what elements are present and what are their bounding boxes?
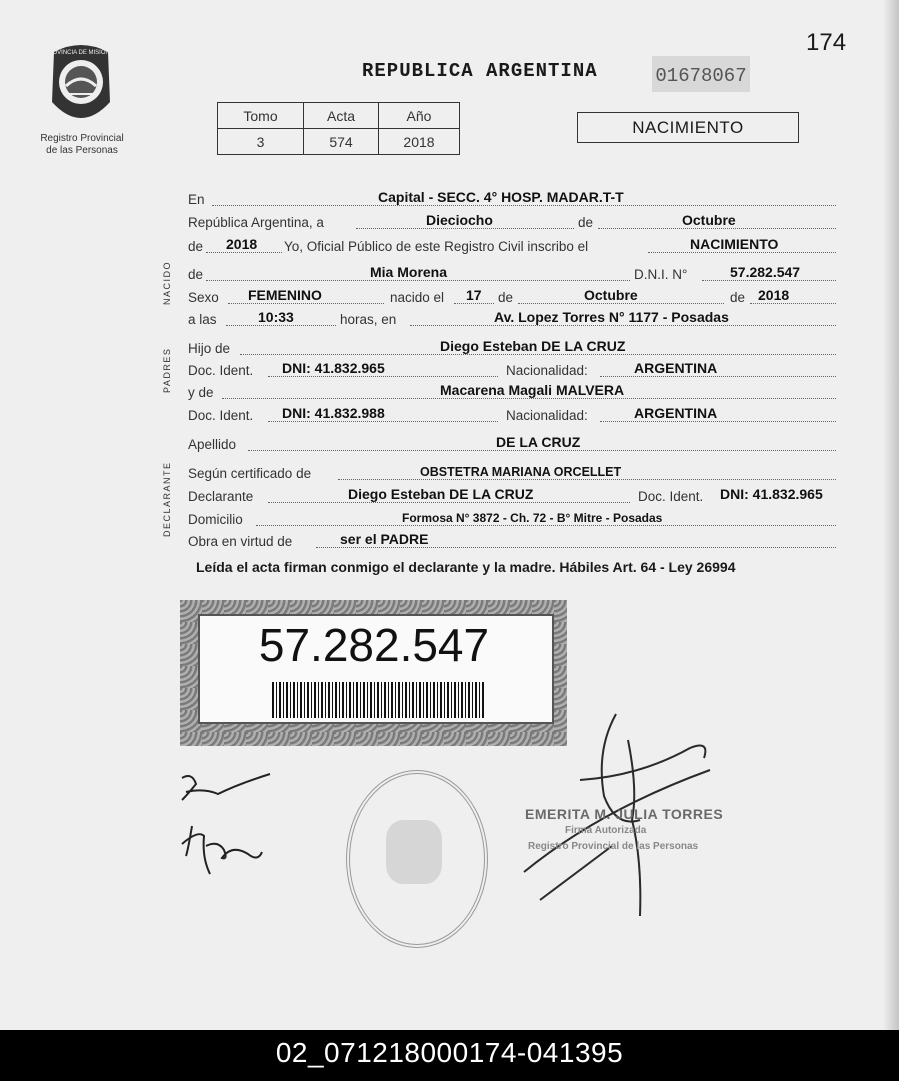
page-number: 174: [806, 29, 847, 56]
line-declarante: [188, 484, 836, 506]
side-label-nacido: NACIDO: [162, 260, 172, 305]
label-doc-ident-padre: Doc. Ident.: [188, 363, 254, 378]
line-lugar: [188, 187, 836, 209]
seal-emblem: [386, 820, 442, 884]
label-dni: D.N.I. N°: [634, 267, 688, 282]
label-doc-ident-madre: Doc. Ident.: [188, 408, 254, 423]
value-domicilio: Formosa N° 3872 - Ch. 72 - B° Mitre - Posadas: [402, 511, 663, 525]
registry-table: [217, 102, 460, 155]
label-horas-en: horas, en: [340, 312, 397, 327]
value-sexo: FEMENINO: [248, 287, 322, 303]
line-anio-tipo: [188, 234, 836, 256]
signature-role: Firma Autorizada: [565, 825, 647, 836]
side-label-declarante: DECLARANTE: [162, 461, 172, 537]
label-de-nombre: de: [188, 267, 204, 282]
value-padre: Diego Esteban DE LA CRUZ: [440, 338, 626, 354]
registry-value-acta: 574: [304, 129, 379, 155]
value-madre-dni: DNI: 41.832.988: [282, 405, 385, 421]
record-type-box: NACIMIENTO: [577, 112, 799, 143]
line-obra: [188, 529, 836, 551]
line-padre: [188, 336, 836, 358]
label-nacido-el: nacido el: [390, 290, 445, 305]
side-label-padres: PADRES: [162, 347, 172, 393]
label-a-las: a las: [188, 312, 217, 327]
value-nombre: Mia Morena: [370, 264, 448, 280]
value-dia: Dieciocho: [426, 212, 493, 228]
office-name-line-2: de las Personas: [46, 145, 118, 156]
line-nombre: [188, 262, 836, 284]
value-anio: 2018: [226, 236, 258, 252]
value-lugar: Capital - SECC. 4° HOSP. MADAR.T-T: [378, 189, 624, 205]
value-padre-nac: ARGENTINA: [634, 360, 718, 376]
label-segun: Según certificado de: [188, 466, 312, 481]
value-nac-anio: 2018: [758, 287, 790, 303]
label-de-nac-mes: de: [498, 290, 514, 305]
value-madre: Macarena Magali MALVERA: [440, 382, 625, 398]
registry-header-acta: Acta: [304, 103, 379, 129]
line-padre-doc: [188, 358, 836, 380]
line-hora: [188, 307, 836, 329]
logo-text: PROVINCIA DE MISIONES: [44, 50, 118, 56]
value-tipo: NACIMIENTO: [690, 236, 779, 252]
barcode-icon: [272, 682, 484, 718]
registry-value-anio: 2018: [379, 129, 460, 155]
registry-value-tomo: 3: [218, 129, 304, 155]
signature-name: EMERITA M. JULIA TORRES: [525, 806, 724, 822]
label-de-anio: de: [188, 239, 204, 254]
office-name: [30, 133, 134, 157]
label-en: En: [188, 192, 205, 207]
handwritten-initials: [178, 770, 278, 890]
line-fecha: [188, 210, 836, 232]
line-domicilio: [188, 507, 836, 529]
registry-header-tomo: Tomo: [218, 103, 304, 129]
signature-office: Registro Provincial de las Personas: [528, 841, 699, 852]
label-doc-ident-declarante: Doc. Ident.: [638, 489, 704, 504]
registry-table-header-row: [218, 103, 460, 129]
value-hora: 10:33: [258, 309, 294, 325]
label-hijo-de: Hijo de: [188, 341, 231, 356]
label-nacionalidad-madre: Nacionalidad:: [506, 408, 588, 423]
value-declarante: Diego Esteban DE LA CRUZ: [348, 486, 534, 502]
label-y-de: y de: [188, 385, 214, 400]
value-lugar-nac: Av. Lopez Torres N° 1177 - Posadas: [494, 309, 729, 325]
label-sexo: Sexo: [188, 290, 219, 305]
label-nacionalidad-padre: Nacionalidad:: [506, 363, 588, 378]
value-certificado: OBSTETRA MARIANA ORCELLET: [420, 465, 622, 479]
id-sticker-number: 57.282.547: [258, 619, 490, 671]
value-padre-dni: DNI: 41.832.965: [282, 360, 385, 376]
value-declarante-dni: DNI: 41.832.965: [720, 486, 823, 502]
closing-note: Leída el acta firman conmigo el declarante y la madre. Hábiles Art. 64 - Ley 26994: [196, 559, 736, 575]
label-de-nac-anio: de: [730, 290, 746, 305]
line-apellido: [188, 432, 836, 454]
label-republica: República Argentina, a: [188, 215, 324, 230]
line-madre-doc: [188, 403, 836, 425]
office-name-line-1: Registro Provincial: [40, 133, 124, 144]
registry-header-anio: Año: [379, 103, 460, 129]
misiones-shield-icon: [44, 42, 118, 132]
scan-footer-code: 02_071218000174-041395: [0, 1030, 899, 1081]
label-declarante: Declarante: [188, 489, 254, 504]
label-yo-oficial: Yo, Oficial Público de este Registro Civil inscribo el: [284, 239, 589, 254]
label-obra: Obra en virtud de: [188, 534, 293, 549]
value-nac-dia: 17: [466, 287, 482, 303]
value-apellido: DE LA CRUZ: [496, 434, 581, 450]
label-de-mes: de: [578, 215, 594, 230]
value-obra: ser el PADRE: [340, 531, 429, 547]
value-nac-mes: Octubre: [584, 287, 638, 303]
value-madre-nac: ARGENTINA: [634, 405, 718, 421]
serial-number: 01678067: [652, 56, 750, 92]
line-certificado: [188, 461, 836, 483]
label-apellido: Apellido: [188, 437, 237, 452]
value-mes: Octubre: [682, 212, 736, 228]
label-domicilio: Domicilio: [188, 512, 243, 527]
registry-table-value-row: [218, 129, 460, 155]
line-sexo: [188, 285, 836, 307]
line-madre: [188, 380, 836, 402]
document-title: REPUBLICA ARGENTINA: [362, 60, 598, 82]
value-dni: 57.282.547: [730, 264, 801, 280]
